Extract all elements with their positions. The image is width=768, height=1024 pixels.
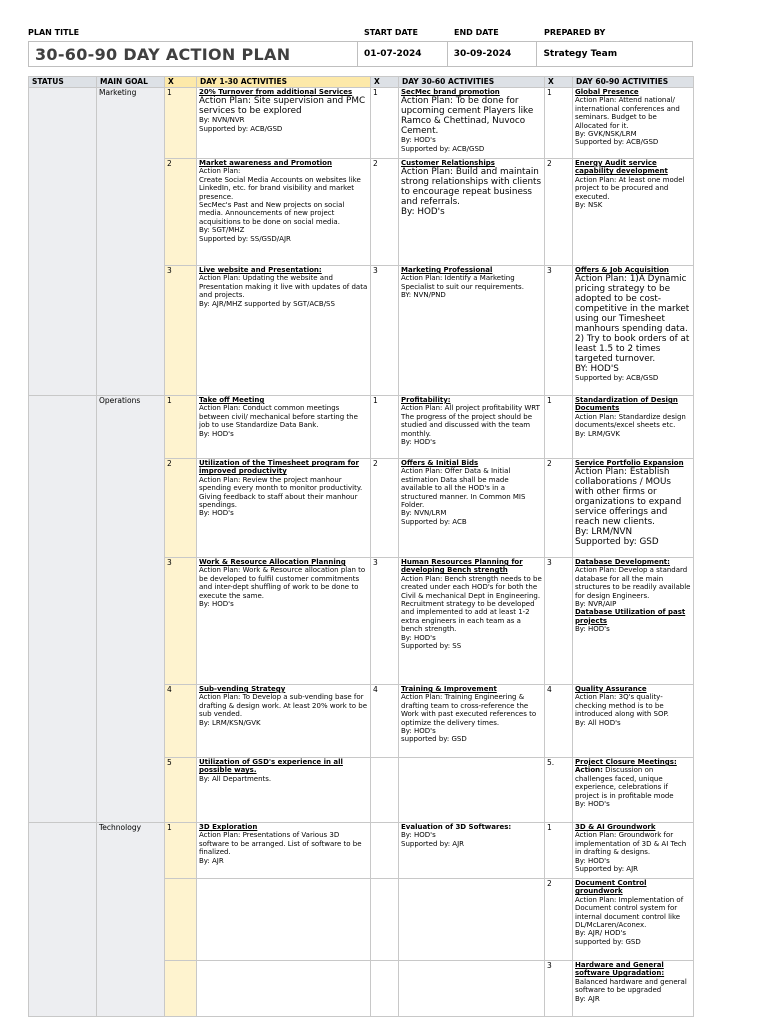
activity-cell	[573, 396, 694, 459]
x-cell: 1	[165, 823, 197, 879]
activity-plan: Action Plan: Conduct common meetings between civil/ mechanical before starting the job to use Standardize Data Bank. By: HOD's	[199, 404, 358, 438]
activity-title: Training & Improvement	[401, 685, 497, 693]
activity-title: Live website and Presentation:	[199, 266, 322, 274]
activity-title: Marketing Professional	[401, 266, 493, 274]
activity-plan: Action Plan: Build and maintain strong relationships with clients to encourage repeat business and referrals. By: HOD's	[401, 167, 542, 218]
activity-title: Work & Resource Allocation Planning	[199, 558, 346, 566]
x-cell: 1	[545, 88, 573, 159]
activity-cell-empty	[399, 758, 545, 823]
col-day-30-60: DAY 30-60 ACTIVITIES	[399, 77, 545, 88]
start-date-label: START DATE	[364, 28, 418, 37]
activity-cell-empty	[399, 879, 545, 961]
activity-title: Document Control groundwork	[575, 879, 647, 896]
x-cell: 2	[371, 159, 399, 266]
activity-cell	[573, 459, 694, 558]
activity-plan: Action Plan: 3Q's quality-checking method is to be introduced along with SOP. By: All HOD's	[575, 693, 669, 727]
action-text: Discussion on challenges faced, unique experience, celebrations if project is in profitable mode By: HOD's	[575, 766, 674, 809]
activity-plan: Action Plan: At least one model project to be procured and executed. By: NSK	[575, 175, 685, 210]
col-x-1: X	[165, 77, 197, 88]
activity-title: Database Development:	[575, 558, 670, 566]
activity-cell	[197, 758, 371, 823]
prepared-by-cell	[537, 42, 692, 66]
x-cell: 1	[545, 823, 573, 879]
plan-title: 30-60-90 DAY ACTION PLAN	[35, 44, 291, 64]
activity-cell	[573, 758, 694, 823]
x-cell-empty	[165, 961, 197, 1017]
x-cell: 3	[545, 961, 573, 1017]
activity-plan: Action Plan: All project profitability WRT The progress of the project should be studied and discussed with the team monthly. By: HOD's	[401, 404, 540, 447]
x-cell: 3	[545, 558, 573, 685]
x-cell: 2	[165, 159, 197, 266]
activity-cell-empty	[399, 961, 545, 1017]
x-cell: 2	[545, 159, 573, 266]
x-cell: 4	[545, 685, 573, 758]
activity-cell	[197, 823, 371, 879]
activity-cell	[399, 88, 545, 159]
activity-cell	[197, 266, 371, 396]
activity-title: Global Presence	[575, 88, 639, 96]
x-cell: 4	[371, 685, 399, 758]
activity-plan: Action Plan: Site supervision and PMC services to be explored	[199, 96, 366, 117]
activity-plan: Action Plan: Implementation of Document control system for internal document control like DL/McLaren/Aconex. By: AJR/ HOD's supported by: GSD	[575, 895, 684, 946]
x-cell: 1	[371, 88, 399, 159]
x-cell: 1	[165, 88, 197, 159]
x-cell: 2	[545, 879, 573, 961]
activity-title: Offers & Initial Bids	[401, 459, 479, 467]
activity-cell	[573, 879, 694, 961]
plan-title-cell	[29, 42, 358, 66]
activity-cell	[197, 459, 371, 558]
activity-cell	[399, 159, 545, 266]
activity-owner: Supported by: ACB/GSD	[575, 374, 659, 383]
header-values	[28, 41, 693, 67]
activity-cell	[197, 159, 371, 266]
activity-plan: By: All Departments.	[199, 774, 272, 783]
activity-cell	[399, 685, 545, 758]
col-x-2: X	[371, 77, 399, 88]
activity-title: Utilization of the Timesheet program for improved productivity	[199, 459, 359, 476]
activity-plan: Action Plan: Training Engineering & drafting team to cross-reference the Work with past executed references to optimize the delivery times. By: HOD's supported by: GSD	[401, 693, 537, 744]
activity-title: Hardware and General software Upgradation:	[575, 961, 665, 978]
activity-plan: Action Plan: Groundwork for implementation of 3D & AI Tech in drafting & designs. By: HOD's Supported by: AJR	[575, 831, 687, 874]
goal-technology: Technology	[97, 823, 165, 1017]
activity-plan: Action Plan: Presentations of Various 3D software to be arranged. List of software to be finalized. By: AJR	[199, 831, 362, 865]
activity-title: Quality Assurance	[575, 685, 647, 693]
activity-owner: By: NVN/NVR Supported by: ACB/GSD	[199, 116, 283, 133]
activity-cell-empty	[197, 961, 371, 1017]
activity-cell	[197, 88, 371, 159]
activity-cell	[399, 823, 545, 879]
activity-cell	[573, 88, 694, 159]
activity-cell	[573, 558, 694, 685]
activity-cell	[573, 961, 694, 1017]
x-cell: 3	[165, 266, 197, 396]
activity-title: Utilization of GSD's experience in all possible ways.	[199, 758, 343, 775]
activity-title: Energy Audit service capability development	[575, 159, 668, 176]
status-cell-operations	[29, 396, 97, 823]
x-cell-empty	[371, 961, 399, 1017]
end-date-cell	[448, 42, 538, 66]
activity-cell	[573, 685, 694, 758]
activity-title: Project Closure Meetings:	[575, 758, 677, 766]
activity-title: Standardization of Design Documents	[575, 396, 678, 413]
activity-plan: By: HOD's Supported by: AJR	[401, 831, 465, 848]
activity-title: 20% Turnover from additional Services	[199, 88, 353, 96]
activity-title: Offers & Job Acquisition	[575, 266, 669, 274]
activity-cell	[399, 558, 545, 685]
activity-title: Evaluation of 3D Softwares:	[401, 823, 512, 831]
activity-plan: Action Plan: To be done for upcoming cement Players like Ramco & Chettinad, Nuvoco Cement.	[401, 96, 534, 137]
activity-cell-empty	[197, 879, 371, 961]
x-cell: 4	[165, 685, 197, 758]
plan-title-label: PLAN TITLE	[28, 28, 80, 37]
action-plan-table	[28, 76, 694, 1017]
activity-plan: Action Plan: Bench strength needs to be created under each HOD's for both the Civil & mechanical Dept in Engineering. Recruitment strategy to be developed and implemented to add at least 1-2 extra engineers in each team as a bench strength. By: HOD's Supported by: SS	[401, 574, 542, 651]
x-cell: 3	[545, 266, 573, 396]
x-cell-empty	[371, 823, 399, 879]
x-cell: 3	[371, 266, 399, 396]
end-date: 30-09-2024	[453, 49, 512, 59]
activity-plan: Action Plan: Standardize design documents/excel sheets etc. By: LRM/GVK	[575, 412, 686, 438]
goal-marketing: Marketing	[97, 88, 165, 396]
x-cell: 3	[165, 558, 197, 685]
start-date-cell	[358, 42, 448, 66]
activity-owner: By: HOD's Supported by: ACB/GSD	[401, 136, 485, 153]
status-cell-marketing	[29, 88, 97, 396]
status-cell-technology	[29, 823, 97, 1017]
activity-title: Human Resources Planning for developing Bench strength	[401, 558, 523, 575]
activity-cell	[573, 823, 694, 879]
x-cell: 2	[165, 459, 197, 558]
activity-plan: Action Plan: 1)A Dynamic pricing strategy to be adopted to be cost-competitive in the market using our Timesheet manhours spending data. 2) Try to book orders of at least 1.5 to 2 times targeted turnover. BY: HOD'S	[575, 274, 690, 375]
col-day-60-90: DAY 60-90 ACTIVITIES	[573, 77, 694, 88]
start-date: 01-07-2024	[363, 49, 422, 59]
activity-plan: Action Plan: Work & Resource allocation plan to be developed to fulfil customer commitments and inter-dept shuffling of work to be done to execute the same. By: HOD's	[199, 566, 366, 609]
x-cell: 1	[545, 396, 573, 459]
activity-cell	[399, 459, 545, 558]
x-cell: 1	[165, 396, 197, 459]
activity-cell	[197, 558, 371, 685]
prepared-by-label: PREPARED BY	[544, 28, 606, 37]
activity-plan: Action Plan: Establish collaborations / MOUs with other firms or organizations to expand service offerings and reach new clients. By: LRM/NVN Supported by: GSD	[575, 467, 682, 548]
x-cell-empty	[371, 879, 399, 961]
table-row	[29, 88, 694, 159]
activity-plan: Action Plan: Attend national/ international conferences and seminars. Budget to be Allocated for it. By: GVK/NSK/LRM Supported by: ACB/GSD	[575, 96, 680, 147]
activity-plan: Action Plan: Develop a standard database for all the main structures to be readily available for design Engineers. By: NVR/AIP	[575, 566, 691, 609]
activity-title: Service Portfolio Expansion	[575, 459, 684, 467]
col-status: STATUS	[29, 77, 97, 88]
activity-cell	[399, 396, 545, 459]
activity-plan: Action Plan: Review the project manhour spending every month to monitor productivity. Giving feedback to staff about their manhour spendings. By: HOD's	[199, 475, 363, 518]
x-cell: 5.	[545, 758, 573, 823]
activity-cell	[197, 685, 371, 758]
col-x-3: X	[545, 77, 573, 88]
activity-plan: Action Plan: Offer Data & Initial estimation Data shall be made available to all the HOD's in a structured manner. In Common MIS Folder. By: NVN/LRM Supported by: ACB	[401, 467, 526, 526]
action-label: Action:	[575, 766, 603, 775]
activity-plan: Action Plan: Identify a Marketing Specialist to suit our requirements. BY: NVN/PND	[401, 274, 524, 300]
x-cell: 5	[165, 758, 197, 823]
header-labels	[28, 28, 693, 39]
activity-plan: Action Plan: Updating the website and Presentation making it live with updates of data and projects. By: AJR/MHZ supported by SGT/ACB/SS	[199, 274, 368, 308]
activity-cell	[197, 396, 371, 459]
activity-plan: Balanced hardware and general software to be upgraded By: AJR	[575, 977, 687, 1003]
x-cell-empty	[165, 879, 197, 961]
activity-cell	[399, 266, 545, 396]
activity-cell	[573, 159, 694, 266]
col-day-1-30: DAY 1-30 ACTIVITIES	[197, 77, 371, 88]
table-header-row	[29, 77, 694, 88]
table-row	[29, 396, 694, 459]
activity-plan: Action Plan: Create Social Media Accounts on websites like LinkedIn, etc. for brand visibility and market presence. SecMec's Past and New projects on social media. Announcements of new project acquisitions to be done on social media. By: SGT/MHZ Supported by: SS/GSD/AJR	[199, 167, 361, 243]
x-cell: 2	[371, 459, 399, 558]
activity-title: Take off Meeting	[199, 396, 265, 404]
activity-title: Profitability:	[401, 396, 451, 404]
x-cell-empty	[371, 758, 399, 823]
activity-title: Customer Relationships	[401, 159, 495, 167]
x-cell: 1	[371, 396, 399, 459]
activity-title: 3D & AI Groundwork	[575, 823, 656, 831]
col-main-goal: MAIN GOAL	[97, 77, 165, 88]
plan-header	[28, 28, 693, 67]
activity-title: Market awareness and Promotion	[199, 159, 332, 167]
activity-title-2: Database Utilization of past projects	[575, 608, 686, 625]
activity-cell	[573, 266, 694, 396]
activity-plan: Action Plan: To Develop a sub-vending base for drafting & design work. At least 20% work to be sub vended. By: LRM/KSN/GVK	[199, 693, 368, 727]
end-date-label: END DATE	[454, 28, 499, 37]
table-row	[29, 823, 694, 879]
activity-title: 3D Exploration	[199, 823, 258, 831]
activity-plan	[575, 766, 691, 808]
goal-operations: Operations	[97, 396, 165, 823]
x-cell: 3	[371, 558, 399, 685]
x-cell: 2	[545, 459, 573, 558]
activity-title: Sub-vending Strategy	[199, 685, 286, 693]
activity-title: SecMec brand promotion	[401, 88, 500, 96]
activity-plan-2: By: HOD's	[575, 625, 610, 634]
prepared-by: Strategy Team	[543, 49, 618, 59]
